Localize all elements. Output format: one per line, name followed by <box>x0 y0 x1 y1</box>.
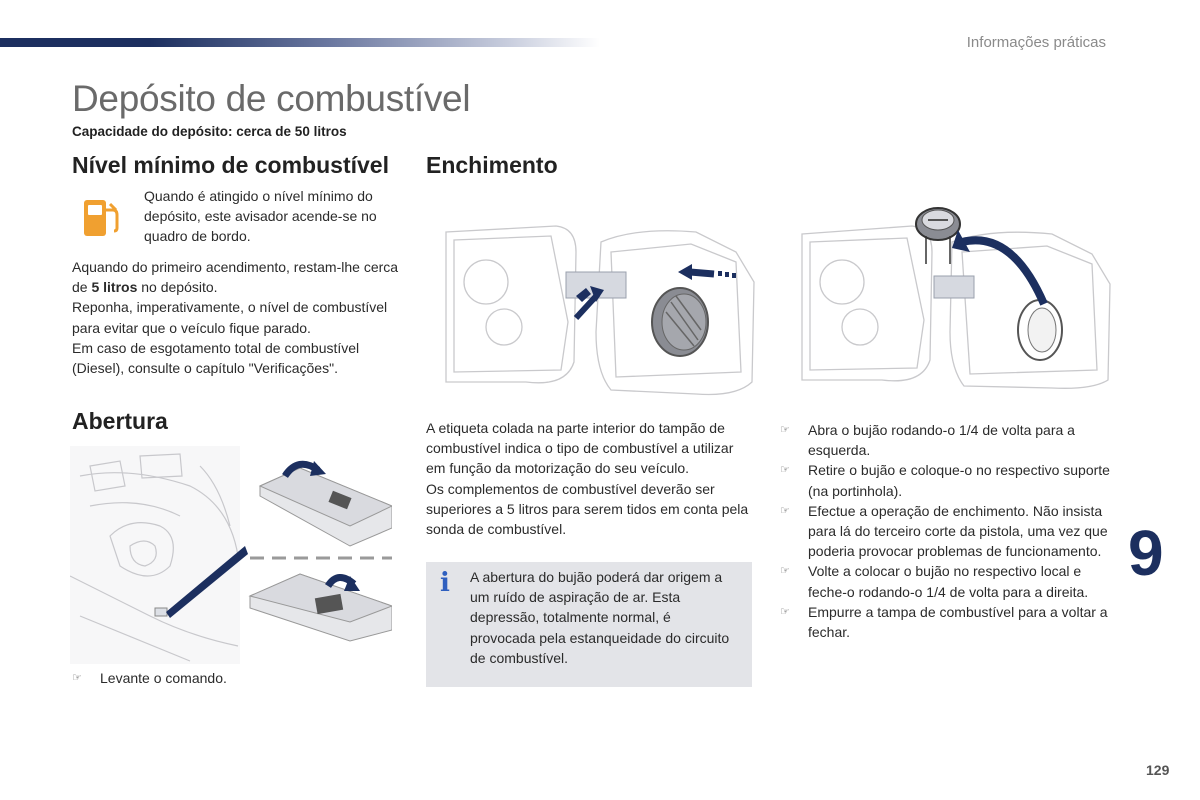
step-text: Volte a colocar o bujão no respectivo local e feche-o rodando-o 1/4 de volta para a direita. <box>808 563 1089 600</box>
minimum-text-4: Em caso de esgotamento total de combustível (Diesel), consulte o capítulo "Verificações". <box>72 339 360 377</box>
chapter-number: 9 <box>1128 517 1164 589</box>
minimum-text-3: Reponha, imperativamente, o nível de combustível para evitar que o veículo fique parado. <box>72 299 388 336</box>
opening-heading: Abertura <box>72 408 168 434</box>
section-label: Informações práticas <box>966 34 1106 51</box>
header-bar <box>0 38 600 47</box>
label-text-1: A etiqueta colada na parte interior do tampão de combustível indica o tipo de combustível a utilizar em função da motorização do seu veículo. <box>426 420 734 477</box>
step-text: Retire o bujão e coloque-o no respectivo suporte (na portinhola). <box>808 462 1110 499</box>
hand-pointer-icon: ☞ <box>780 464 790 477</box>
list-item <box>780 561 1110 601</box>
filling-illustration-label <box>436 222 756 407</box>
page-number: 129 <box>1146 762 1170 778</box>
warning-text: Quando é atingido o nível mínimo do depósito, este avisador acende-se no quadro de bordo. <box>144 188 377 245</box>
list-item <box>780 602 1110 642</box>
opening-illustration <box>70 446 392 671</box>
opening-step <box>72 668 227 688</box>
hand-pointer-icon: ☞ <box>780 565 790 578</box>
info-text: A abertura do bujão poderá dar origem a um ruído de aspiração de ar. Esta depressão, totalmente normal, é provocada pela estanqueidade do circuito de combustível. <box>470 569 730 666</box>
capacity-text: Capacidade do depósito: cerca de 50 litros <box>72 124 347 139</box>
list-item <box>780 501 1110 562</box>
minimum-text <box>72 257 402 378</box>
minimum-text-2: no depósito. <box>137 279 218 296</box>
list-item <box>780 460 1110 500</box>
step-text: Abra o bujão rodando-o 1/4 de volta para a esquerda. <box>808 422 1075 459</box>
label-text-2: Os complementos de combustível deverão ser superiores a 5 litros para serem tidos em conta pela sonda de combustível. <box>426 480 749 538</box>
hand-pointer-icon: ☞ <box>780 605 790 618</box>
minimum-bold-value: 5 litros <box>91 279 138 296</box>
minimum-heading: Nível mínimo de combustível <box>72 152 389 178</box>
hand-pointer-icon: ☞ <box>72 672 82 684</box>
opening-step-text: Levante o comando. <box>100 670 227 686</box>
fuel-pump-icon <box>80 196 124 242</box>
hand-pointer-icon: ☞ <box>780 504 790 517</box>
page-title: Depósito de combustível <box>72 78 471 119</box>
step-text: Empurre a tampa de combustível para a voltar a fechar. <box>808 603 1108 641</box>
info-icon: i <box>440 568 450 598</box>
label-text <box>426 418 756 539</box>
filling-illustration-cap <box>792 200 1112 395</box>
filling-heading: Enchimento <box>426 152 558 178</box>
hand-pointer-icon: ☞ <box>780 424 790 436</box>
filling-steps <box>780 420 1110 642</box>
list-item <box>780 420 1110 460</box>
info-box <box>426 562 752 687</box>
minimum-text-1: Aquando do primeiro acendimento, restam-lhe cerca de <box>72 259 399 296</box>
step-text: Efectue a operação de enchimento. Não insista para lá do terceiro corte da pistola, uma vez que poderia provocar problemas de funcionamento. <box>808 502 1108 560</box>
